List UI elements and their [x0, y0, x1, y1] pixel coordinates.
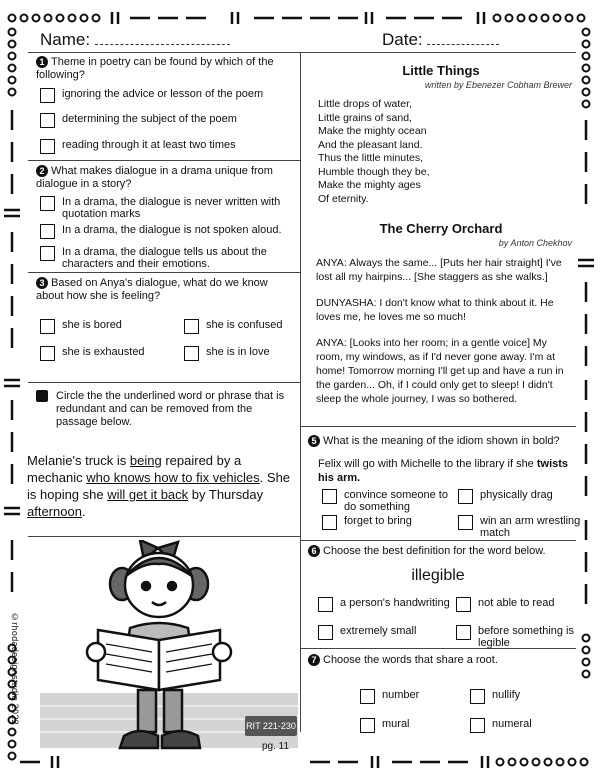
q4-question-text: Circle the the underlined word or phrase that is redundant and can be removed from the passage below. — [56, 390, 285, 428]
poem-line: Make the mighty ages — [318, 179, 421, 191]
poem-line: Little grains of sand, — [318, 111, 412, 124]
date-label: Date: — [382, 30, 423, 49]
option-label: physically drag — [480, 489, 553, 501]
rit-badge: RIT 221-230 — [245, 716, 297, 736]
q3-number-badge: 3 — [36, 277, 48, 289]
checkbox[interactable] — [458, 489, 473, 504]
q5-sentence-text: Felix will go with Michelle to the library if she — [318, 458, 537, 470]
poem-line: Make the mighty ocean — [318, 125, 427, 137]
q5-sentence — [318, 457, 578, 485]
q6-word: illegible — [411, 567, 465, 584]
checkbox[interactable] — [40, 88, 55, 103]
center-divider — [300, 52, 301, 732]
option-label: she is bored — [62, 319, 122, 331]
q5-number-badge: 5 — [308, 435, 320, 447]
checkbox[interactable] — [40, 246, 55, 261]
underlined-phrase-4[interactable]: afternoon — [27, 504, 82, 519]
option-label: In a drama, the dialogue is not spoken aloud. — [62, 224, 282, 236]
date-field[interactable] — [382, 30, 499, 50]
q5-question-text: What is the meaning of the idiom shown in bold? — [323, 435, 560, 447]
checkbox[interactable] — [40, 196, 55, 211]
option-label: she is confused — [206, 319, 283, 331]
name-label: Name: — [40, 30, 91, 49]
drama-line-1: ANYA: Always the same... [Puts her hair straight] I've lost all my hairpins... [She staggers as she walks.] — [316, 257, 562, 283]
checkbox[interactable] — [470, 718, 485, 733]
checkbox[interactable] — [40, 224, 55, 239]
q1-number-badge: 1 — [36, 56, 48, 68]
checkbox[interactable] — [360, 718, 375, 733]
checkbox[interactable] — [322, 515, 337, 530]
page-number: pg. 11 — [262, 741, 290, 752]
q5-question — [308, 435, 578, 448]
copyright-text: ©rhodadesignstudio 2022 — [10, 612, 20, 725]
option-label: she is in love — [206, 346, 270, 358]
divider-q4-art — [28, 536, 300, 537]
checkbox[interactable] — [456, 625, 471, 640]
top-divider — [28, 52, 576, 53]
q1-question-text: Theme in poetry can be found by which of the following? — [36, 56, 274, 81]
divider-q1-q2 — [28, 160, 300, 161]
poem-title: Little Things — [402, 63, 480, 78]
option-label: before something is legible — [478, 625, 574, 649]
checkbox[interactable] — [470, 689, 485, 704]
option-label: mural — [382, 718, 410, 730]
q4-number-badge — [36, 390, 48, 402]
option-label: convince someone to do something — [344, 489, 448, 513]
passage-text: Melanie's truck is — [27, 453, 130, 468]
option-label: ignoring the advice or lesson of the poem — [62, 88, 264, 100]
option-label: not able to read — [478, 597, 555, 609]
divider-q2-q3 — [28, 272, 300, 273]
option-label: number — [382, 689, 420, 701]
q6-question-text: Choose the best definition for the word below. — [323, 545, 546, 557]
underlined-phrase-2[interactable]: who knows how to fix vehicles — [86, 470, 260, 485]
option-label: numeral — [492, 718, 532, 730]
option-label: extremely small — [340, 625, 417, 637]
passage-text: . She is hoping she — [27, 470, 291, 502]
checkbox[interactable] — [456, 597, 471, 612]
q3-question-text: Based on Anya's dialogue, what do we know about how she is feeling? — [36, 277, 268, 302]
checkbox[interactable] — [40, 346, 55, 361]
q6-question — [308, 545, 578, 558]
q7-number-badge: 7 — [308, 654, 320, 666]
underlined-phrase-1[interactable]: being — [129, 453, 162, 468]
poem-line: Humble though they be, — [318, 165, 430, 178]
option-label: In a drama, the dialogue tells us about the characters and their emotions. — [62, 246, 267, 270]
divider-q5-q6 — [300, 540, 576, 541]
option-label: reading through it at least two times — [62, 139, 236, 151]
poem-line: Of eternity. — [318, 192, 369, 205]
option-label: nullify — [492, 689, 521, 701]
option-label: In a drama, the dialogue is never written with quotation marks — [62, 196, 281, 220]
poem-author: written by Ebenezer Cobham Brewer — [424, 80, 572, 90]
divider-reading-q5 — [300, 426, 576, 427]
poem-line: And the pleasant land. — [318, 138, 423, 151]
checkbox[interactable] — [322, 489, 337, 504]
drama-line-3: ANYA: [Looks into her room; in a gentle voice] My room, my windows, as if I'd never gone away. I'm at home! Tomorrow morning I'll get up and have a run in the garden... Oh, if I could only get to sleep! I didn't sleep the whole journey, I was so bothered. — [316, 337, 564, 405]
drama-title: The Cherry Orchard — [379, 221, 503, 236]
option-label: win an arm wrestling match — [480, 515, 581, 539]
q4-question — [36, 390, 291, 428]
drama-line-2: DUNYASHA: I don't know what to think about it. He loves me, he loves me so much! — [316, 297, 554, 323]
q7-question — [308, 654, 578, 667]
poem-line: Little drops of water, — [318, 98, 412, 110]
passage-text: repaired by a mechanic — [27, 453, 242, 485]
checkbox[interactable] — [318, 597, 333, 612]
checkbox[interactable] — [360, 689, 375, 704]
passage-text: . — [81, 504, 86, 519]
q3-question — [36, 277, 291, 303]
q2-number-badge: 2 — [36, 165, 48, 177]
q7-question-text: Choose the words that share a root. — [323, 654, 498, 666]
q5-idiom: twists his arm. — [318, 458, 569, 484]
underlined-phrase-3[interactable]: will get it back — [107, 487, 189, 502]
checkbox[interactable] — [40, 113, 55, 128]
q6-number-badge: 6 — [308, 545, 320, 557]
checkbox[interactable] — [458, 515, 473, 530]
drama-author: by Anton Chekhov — [498, 238, 572, 248]
checkbox[interactable] — [40, 139, 55, 154]
option-label: she is exhausted — [62, 346, 145, 358]
poem-line: Thus the little minutes, — [318, 152, 424, 164]
divider-q3-q4 — [28, 382, 300, 383]
q2-question — [36, 165, 291, 191]
passage-text: by Thursday — [188, 487, 264, 502]
q1-question — [36, 56, 291, 82]
checkbox[interactable] — [184, 346, 199, 361]
q4-passage — [27, 452, 295, 520]
option-label: forget to bring — [344, 515, 412, 527]
option-label: determining the subject of the poem — [62, 113, 237, 125]
drama-block — [310, 222, 572, 406]
q2-question-text: What makes dialogue in a drama unique from dialogue in a story? — [36, 165, 273, 190]
poem-lines — [310, 98, 572, 206]
name-field[interactable] — [40, 30, 230, 50]
option-label: a person's handwriting — [340, 597, 450, 609]
checkbox[interactable] — [40, 319, 55, 334]
checkbox[interactable] — [318, 625, 333, 640]
poem-block — [310, 64, 572, 206]
checkbox[interactable] — [184, 319, 199, 334]
